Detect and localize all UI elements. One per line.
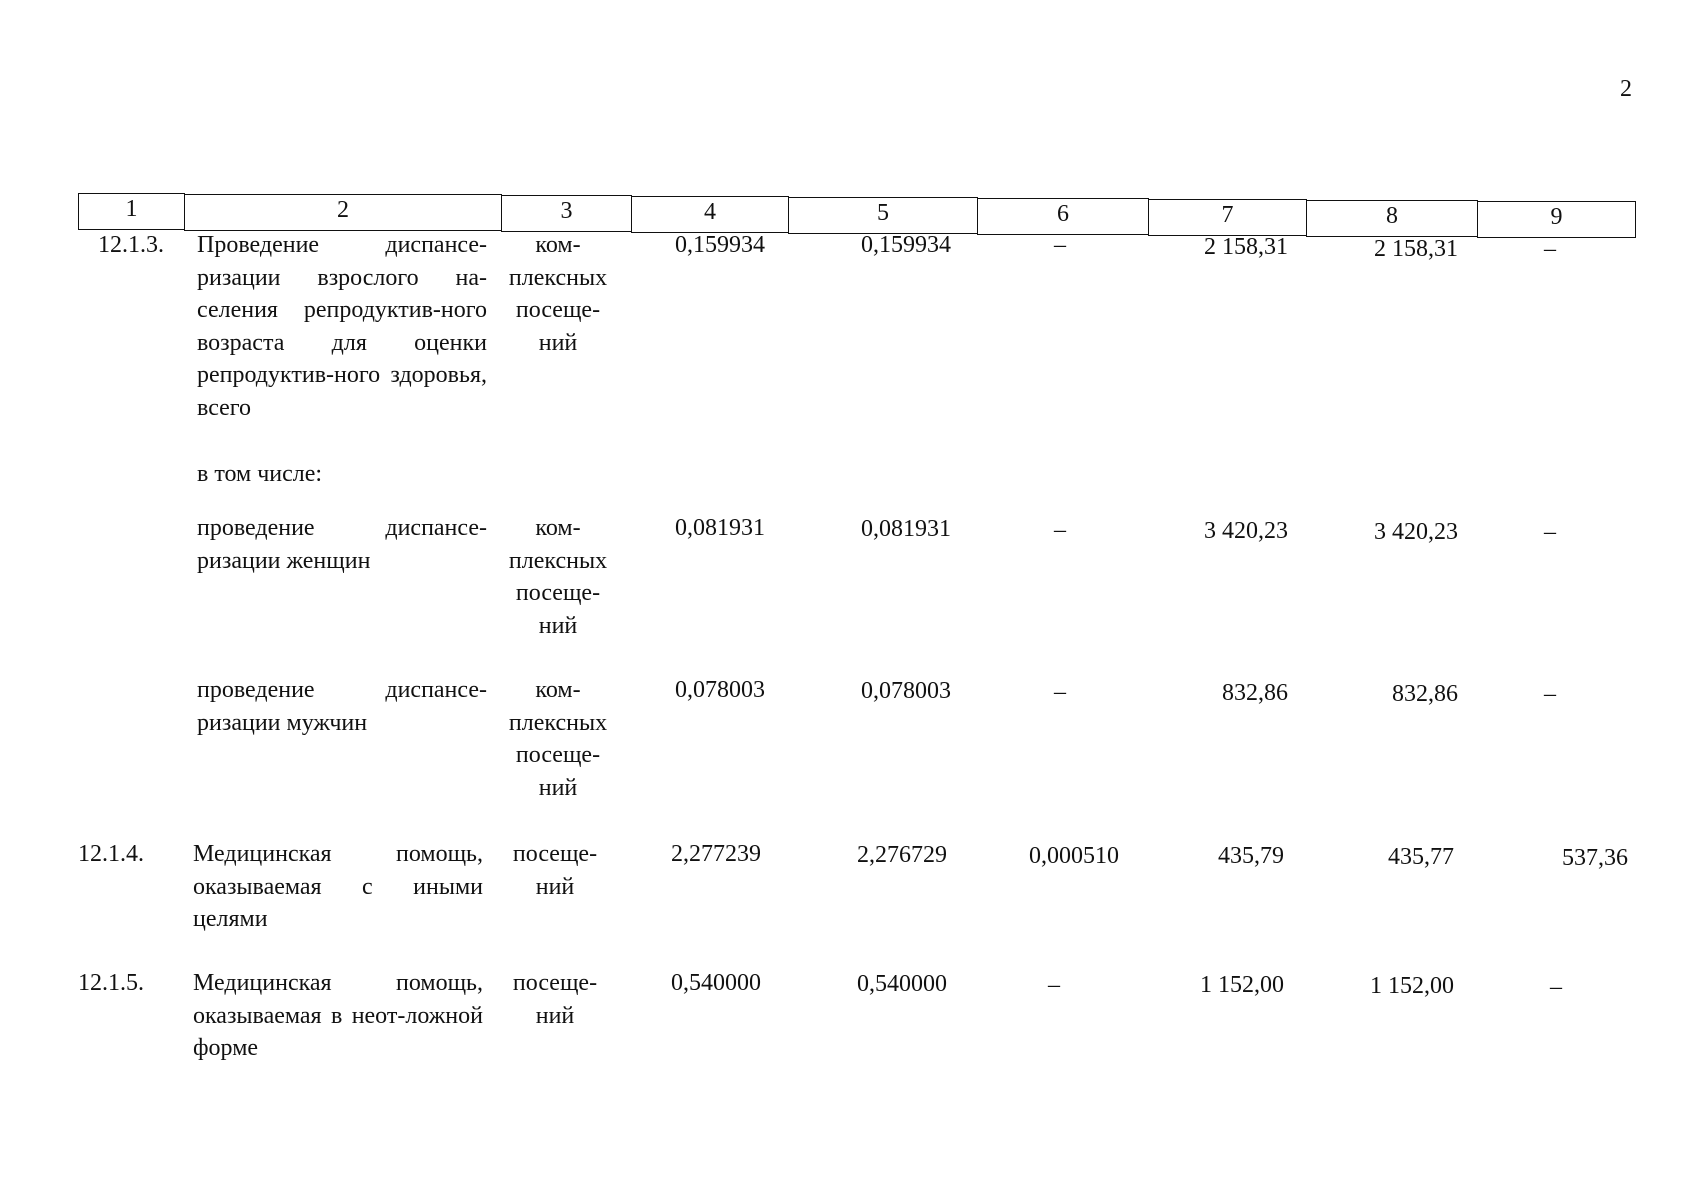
row-number: 12.1.3. [98, 232, 164, 258]
header-col-4: 4 [631, 196, 789, 233]
row-description: проведение диспансе-ризации мужчин [197, 677, 487, 736]
header-col-2: 2 [184, 194, 502, 231]
cell-col-8: 435,77 [1388, 844, 1454, 870]
cell-col-5: 0,078003 [861, 678, 951, 704]
cell-col-7: 1 152,00 [1200, 972, 1284, 998]
row-description: Медицинская помощь, оказываемая в неот-ложной форме [193, 970, 483, 1061]
cell-col-5: 2,276729 [857, 842, 947, 868]
cell-col-9: – [1544, 681, 1556, 707]
row-unit: ком-плексных посеще-ний [508, 515, 608, 639]
cell-col-8: 1 152,00 [1370, 973, 1454, 999]
page-number: 2 [1620, 76, 1632, 102]
cell-col-5: 0,159934 [861, 232, 951, 258]
header-col-9: 9 [1477, 201, 1636, 238]
row-unit: посеще-ний [512, 841, 598, 900]
cell-col-5: 0,081931 [861, 516, 951, 542]
header-col-7: 7 [1148, 199, 1307, 236]
row-description: Проведение диспансе-ризации взрослого на-селения репродуктив-ного возраста для оценки репродуктив-ного здоровья, всего [197, 232, 487, 421]
cell-col-5: 0,540000 [857, 971, 947, 997]
row-description: проведение диспансе-ризации женщин [197, 515, 487, 574]
cell-col-4: 2,277239 [671, 841, 761, 867]
cell-col-9: 537,36 [1562, 845, 1628, 871]
header-col-8: 8 [1306, 200, 1478, 237]
row-number: 12.1.4. [78, 841, 144, 867]
cell-col-7: 435,79 [1218, 843, 1284, 869]
cell-col-4: 0,159934 [675, 232, 765, 258]
cell-col-8: 3 420,23 [1374, 519, 1458, 545]
row-unit: ком-плексных посеще-ний [508, 677, 608, 801]
row-unit: посеще-ний [512, 970, 598, 1029]
cell-col-9: – [1544, 236, 1556, 262]
cell-col-4: 0,081931 [675, 515, 765, 541]
cell-col-7: 3 420,23 [1204, 518, 1288, 544]
cell-col-6: – [1048, 972, 1060, 998]
cell-col-8: 2 158,31 [1374, 236, 1458, 262]
subheading-including: в том числе: [197, 461, 323, 487]
cell-col-6: – [1054, 679, 1066, 705]
header-col-6: 6 [977, 198, 1149, 235]
row-description: Медицинская помощь, оказываемая с иными целями [193, 841, 483, 932]
cell-col-9: – [1550, 974, 1562, 1000]
cell-col-9: – [1544, 519, 1556, 545]
header-col-1: 1 [78, 193, 185, 230]
cell-col-4: 0,078003 [675, 677, 765, 703]
header-col-5: 5 [788, 197, 978, 234]
row-number: 12.1.5. [78, 970, 144, 996]
cell-col-6: – [1054, 517, 1066, 543]
cell-col-7: 832,86 [1222, 680, 1288, 706]
cell-col-6: – [1054, 232, 1066, 258]
cell-col-4: 0,540000 [671, 970, 761, 996]
cell-col-6: 0,000510 [1029, 843, 1119, 869]
cell-col-7: 2 158,31 [1204, 234, 1288, 260]
row-unit: ком-плексных посеще-ний [508, 232, 608, 356]
header-col-3: 3 [501, 195, 632, 232]
cell-col-8: 832,86 [1392, 681, 1458, 707]
